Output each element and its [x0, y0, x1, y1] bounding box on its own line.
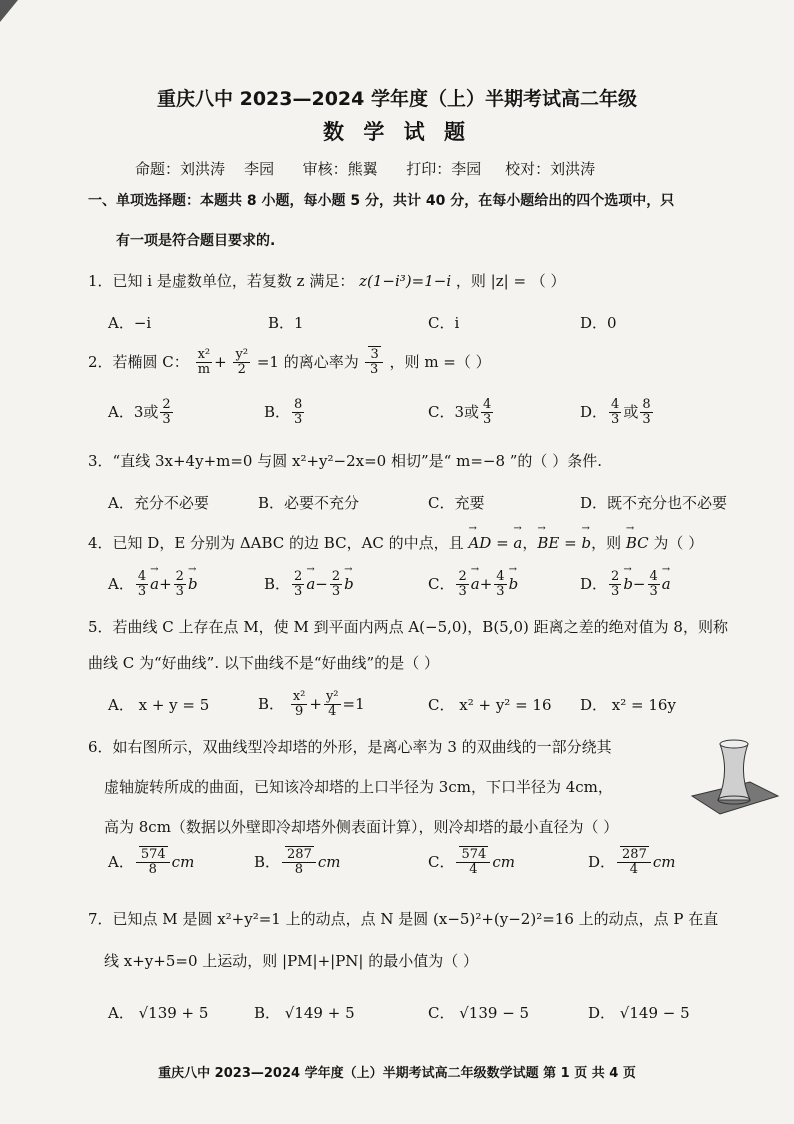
question-5-line2: 曲线 C 为“好曲线”. 以下曲线不是“好曲线”的是（ ）	[88, 654, 439, 672]
q6-option-d[interactable]: D． $\frac{287}{4}$ cm	[588, 847, 676, 878]
q6-option-a[interactable]: A． $\frac{574}{8}$ cm	[108, 847, 195, 878]
q7-option-c[interactable]: C． √139 − 5	[428, 1004, 530, 1022]
q5-option-b[interactable]: B． $\frac{\text{x²}}{9}$ + $\frac{\text{y²}}{4}$ =1	[258, 689, 365, 720]
page-footer: 重庆八中 2023—2024 学年度（上）半期考试高二年级数学试题 第 1 页 共 4 页	[158, 1066, 636, 1081]
question-2: 2．若椭圆 C： $\frac{\text{x²}}{m}$ + $\frac{\text{y²}}{2}$ =1 的离心率为 $\frac{3}{3}$ ，则 m =（ ）	[88, 347, 491, 378]
q1-stem-a: 1．已知 i 是虚数单位，若复数 z 满足：	[88, 272, 355, 290]
q2-stem-a: 2．若椭圆 C：	[88, 352, 189, 371]
q1-option-a[interactable]: A．−i	[108, 314, 152, 332]
page-corner-mark	[0, 0, 30, 30]
q7-option-a[interactable]: A． √139 + 5	[108, 1004, 209, 1022]
question-6-line3: 高为 8cm（数据以外壁即冷却塔外侧表面计算），则冷却塔的最小直径为（ ）	[104, 818, 619, 836]
q3-option-b[interactable]: B．必要不充分	[258, 494, 360, 512]
q3-option-d[interactable]: D．既不充分也不必要	[580, 494, 728, 512]
q4-option-a[interactable]: A． $\frac{4}{3}$ → a+ $\frac{2}{3}$ → b	[108, 570, 198, 600]
q3-option-a[interactable]: A．充分不必要	[108, 494, 209, 512]
q7-option-d[interactable]: D． √149 − 5	[588, 1004, 690, 1022]
question-7-line2: 线 x+y+5=0 上运动，则 |PM|+|PN| 的最小值为（ ）	[104, 952, 479, 970]
q6-option-c[interactable]: C． $\frac{574}{4}$ cm	[428, 847, 515, 878]
q4-option-c[interactable]: C． $\frac{2}{3}$ → a+ $\frac{4}{3}$ → b	[428, 570, 518, 600]
q2-option-a[interactable]: A．3或 $\frac{2}{3}$	[108, 397, 171, 428]
q5-option-a[interactable]: A． x + y = 5	[108, 696, 210, 714]
subject-title: 数 学 试 题	[323, 120, 471, 144]
question-7-line1: 7．已知点 M 是圆 x²+y²=1 上的动点，点 N 是圆 (x−5)²+(y−2)²=16 上的动点，点 P 在直	[88, 910, 719, 928]
q3-option-c[interactable]: C．充要	[428, 494, 485, 512]
q2-frac-x: $\frac{\text{x²}}{m}$	[197, 347, 211, 378]
q4-option-d[interactable]: D． $\frac{2}{3}$ → b− $\frac{4}{3}$ → a	[580, 570, 671, 600]
q1-option-c[interactable]: C．i	[428, 314, 460, 332]
q6-option-b[interactable]: B． $\frac{287}{8}$ cm	[254, 847, 341, 878]
q2-option-d[interactable]: D． $\frac{4}{3}$ 或 $\frac{8}{3}$	[580, 397, 651, 428]
q4-stem: 4．已知 D，E 分别为 ΔABC 的边 BC，AC 的中点，且	[88, 534, 464, 552]
q2-frac-y: $\frac{\text{y²}}{2}$	[235, 347, 249, 378]
q7-option-b[interactable]: B． √149 + 5	[254, 1004, 355, 1022]
q1-stem-b: ，则 |z| = （ ）	[455, 272, 566, 290]
q1-option-b[interactable]: B．1	[268, 314, 304, 332]
q2-option-c[interactable]: C．3或 $\frac{4}{3}$	[428, 397, 492, 428]
q1-option-d[interactable]: D．0	[580, 314, 617, 332]
q1-stem-math: z(1−i³)=1−i	[359, 272, 452, 290]
section-heading-cont: 有一项是符合题目要求的.	[116, 233, 276, 249]
question-1	[88, 270, 566, 291]
staff-line: 命题：刘洪涛 李园 审核：熊翼 打印：李园 校对：刘洪涛	[135, 160, 596, 178]
q5-option-c[interactable]: C． x² + y² = 16	[428, 696, 552, 714]
q2-frac-e: $\frac{3}{3}$	[365, 348, 382, 378]
question-3: 3．“直线 3x+4y+m=0 与圆 x²+y²−2x=0 相切”是“ m=−8 ”的（ ）条件.	[88, 452, 602, 470]
exam-title: 重庆八中 2023—2024 学年度（上）半期考试高二年级	[157, 88, 637, 110]
q2-stem-c: ，则 m =（ ）	[389, 352, 491, 371]
question-6-line1: 6．如右图所示，双曲线型冷却塔的外形，是离心率为 3 的双曲线的一部分绕其	[88, 738, 612, 756]
q2-option-b[interactable]: B． $\frac{8}{3}$	[264, 397, 303, 428]
q4-option-b[interactable]: B． $\frac{2}{3}$ → a− $\frac{2}{3}$ → b	[264, 570, 354, 600]
cooling-tower-figure	[690, 738, 780, 818]
question-5-line1: 5．若曲线 C 上存在点 M，使 M 到平面内两点 A(−5,0)，B(5,0) 距离之差的绝对值为 8，则称	[88, 618, 728, 636]
q2-stem-b: =1 的离心率为	[256, 352, 359, 371]
question-6-line2: 虚轴旋转所成的曲面，已知该冷却塔的上口半径为 3cm，下口半径为 4cm，	[104, 778, 613, 796]
question-4: 4．已知 D，E 分别为 ΔABC 的边 BC，AC 的中点，且 → AD = → a，→ BE = → b，则 → BC 为（ ）	[88, 532, 703, 553]
section-heading: 一、单项选择题：本题共 8 小题，每小题 5 分，共计 40 分，在每小题给出的四个选项中，只	[88, 193, 675, 209]
q5-option-d[interactable]: D． x² = 16y	[580, 696, 676, 714]
